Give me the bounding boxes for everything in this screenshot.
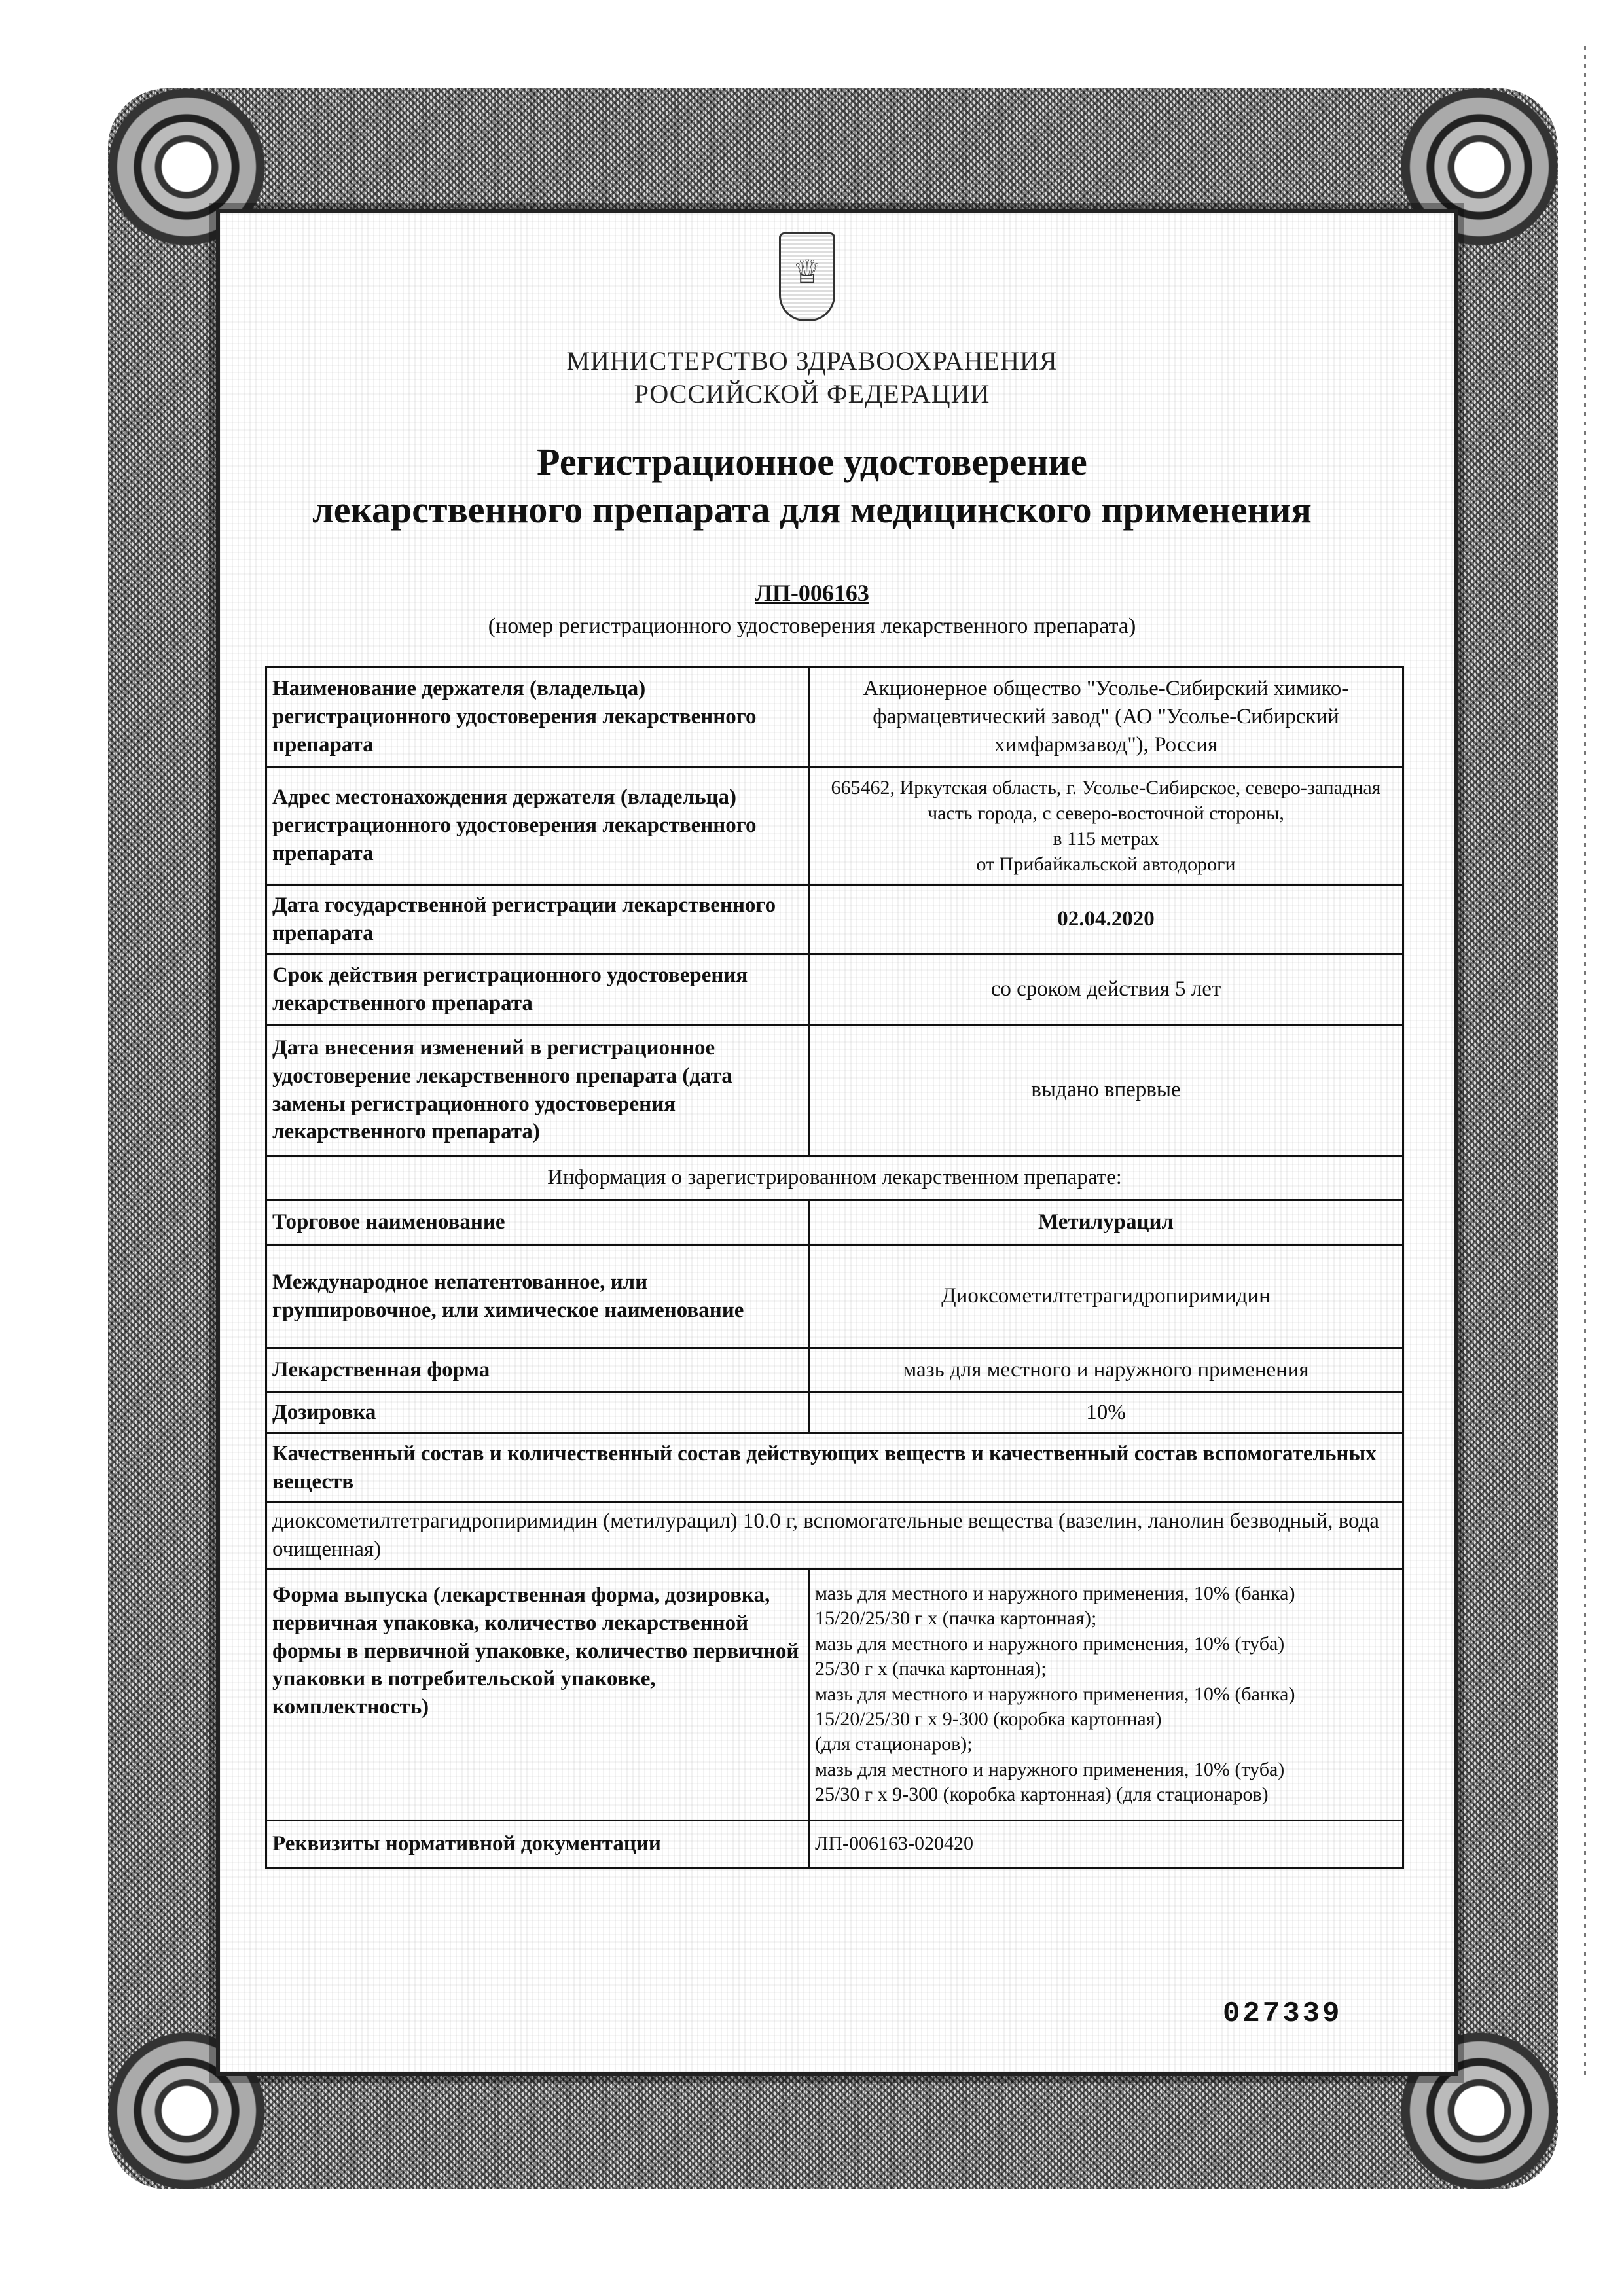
trade-name-value: Метилурацил [809,1200,1403,1245]
composition-label: Качественный состав и количественный состав действующих веществ и качественный состав вспомогательных веществ [266,1433,1403,1503]
trade-name-label: Торговое наименование [266,1200,809,1245]
normative-docs-label: Реквизиты нормативной документации [266,1820,809,1867]
blank-serial-number: 027339 [1223,1998,1343,2030]
registration-number-caption: (номер регистрационного удостоверения лекарственного препарата) [488,614,1136,638]
inn-label: Международное непатентованное, или группировочное, или химическое наименование [266,1245,809,1348]
table-row-composition-label [266,1433,1403,1503]
info-section-header: Информация о зарегистрированном лекарственном препарате: [266,1156,1403,1200]
document-title-line2: лекарственного препарата для медицинского применения [312,488,1312,531]
release-form-line: мазь для местного и наружного применения, 10% (туба) [815,1758,1285,1780]
table-row-dosage [266,1393,1403,1433]
double-headed-eagle-icon: ♕ [792,253,822,290]
table-row-trade-name [266,1200,1403,1245]
dosage-form-value: мазь для местного и наружного применения [809,1348,1403,1393]
table-row-info-header [266,1156,1403,1200]
release-form-line: 25/30 г x 9-300 (коробка картонная) (для стационаров) [815,1784,1269,1806]
registration-date-label: Дата государственной регистрации лекарственного препарата [266,885,809,954]
release-form-value [809,1568,1403,1820]
holder-address-line2: в 115 метрах [1053,827,1159,850]
dosage-form-label: Лекарственная форма [266,1348,809,1393]
holder-address-line1: 665462, Иркутская область, г. Усолье-Сибирское, северо-западная часть города, с северо-восточной стороны, [831,776,1381,824]
table-row-holder-name [266,668,1403,767]
table-row-release-form [266,1568,1403,1820]
table-row-registration-date [266,885,1403,954]
certificate-table [265,666,1404,1869]
release-form-line: мазь для местного и наружного применения, 10% (банка) [815,1683,1295,1705]
table-row-validity [266,954,1403,1025]
holder-address-value [809,767,1403,885]
ministry-name-line2: РОССИЙСКОЙ ФЕДЕРАЦИИ [634,379,990,408]
ministry-name-line1: МИНИСТЕРСТВО ЗДРАВООХРАНЕНИЯ [566,346,1058,376]
dosage-label: Дозировка [266,1393,809,1433]
changes-date-label: Дата внесения изменений в регистрационное удостоверение лекарственного препарата (дата замены регистрационного удостоверения лекарственного препарата) [266,1025,809,1156]
table-row-normative-docs [266,1820,1403,1867]
holder-address-line3: от Прибайкальской автодороги [976,853,1236,875]
holder-address-label: Адрес местонахождения держателя (владельца) регистрационного удостоверения лекарственного препарата [266,767,809,885]
dosage-value: 10% [809,1393,1403,1433]
holder-name-value: Акционерное общество "Усолье-Сибирский химико-фармацевтический завод" (АО "Усолье-Сибирский химфармзавод"), Россия [809,668,1403,767]
table-row-composition-value [266,1503,1403,1569]
document-title-line1: Регистрационное удостоверение [537,440,1087,483]
release-form-line: 25/30 г x (пачка картонная); [815,1658,1047,1680]
release-form-line: 15/20/25/30 г x 9-300 (коробка картонная) [815,1708,1162,1730]
release-form-line: мазь для местного и наружного применения, 10% (банка) [815,1583,1295,1605]
registration-date-value: 02.04.2020 [809,885,1403,954]
table-row-inn [266,1245,1403,1348]
table-row-dosage-form [266,1348,1403,1393]
normative-docs-value: ЛП-006163-020420 [809,1820,1403,1867]
release-form-line: 15/20/25/30 г x (пачка картонная); [815,1607,1097,1630]
table-row-holder-address [266,767,1403,885]
release-form-line: мазь для местного и наружного применения, 10% (туба) [815,1632,1285,1655]
table-row-changes-date [266,1025,1403,1156]
holder-name-label: Наименование держателя (владельца) регистрационного удостоверения лекарственного препарата [266,668,809,767]
validity-value: со сроком действия 5 лет [809,954,1403,1025]
release-form-label: Форма выпуска (лекарственная форма, дозировка, первичная упаковка, количество лекарственной формы в первичной упаковке, количество первичной упаковки в потребительской упаковке, комплектность) [266,1568,809,1820]
registration-number: ЛП-006163 [755,580,869,606]
release-form-line: (для стационаров); [815,1733,973,1755]
coat-of-arms-icon [779,232,835,321]
composition-value: диоксометилтетрагидропиримидин (метилурацил) 10.0 г, вспомогательные вещества (вазелин, ланолин безводный, вода очищенная) [266,1503,1403,1569]
validity-label: Срок действия регистрационного удостоверения лекарственного препарата [266,954,809,1025]
changes-date-value: выдано впервые [809,1025,1403,1156]
inn-value: Диоксометилтетрагидропиримидин [809,1245,1403,1348]
